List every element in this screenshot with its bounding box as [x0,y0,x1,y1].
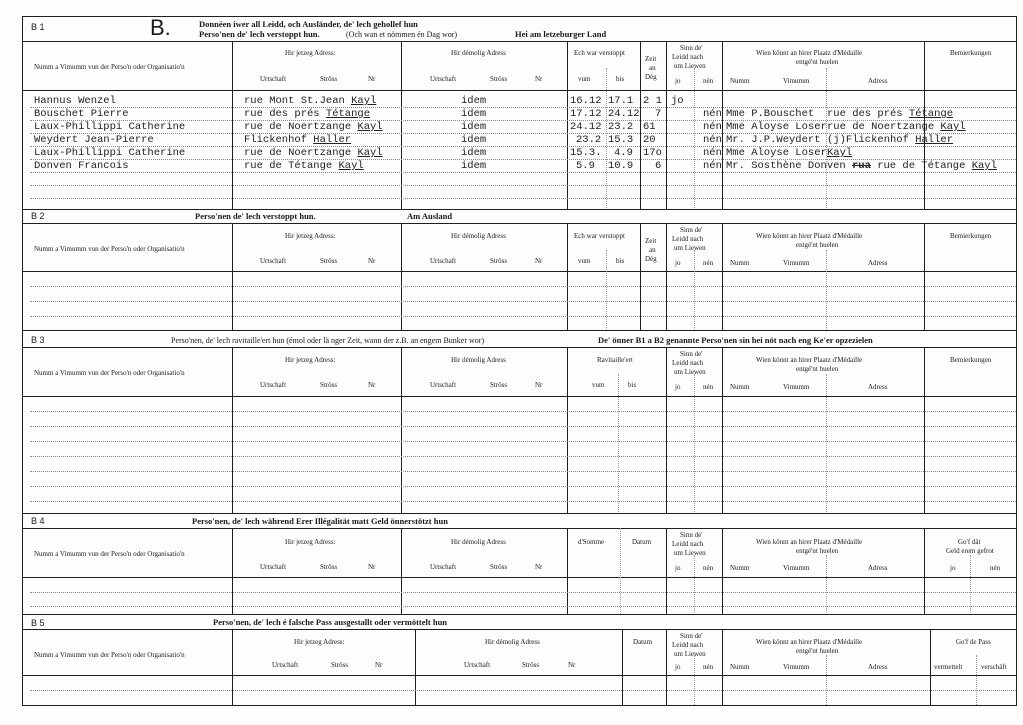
b4-row-line [30,592,1016,593]
b4-col-line [666,528,667,614]
b1-row-2-street: rue de Noertzange [244,121,352,133]
b2-h-fnr: Nr [535,257,543,265]
b4-h-medal1: Wien könnt an hirer Plaatz d'Médaille [756,538,863,546]
b1-row-1-days: 7 [655,108,662,120]
b1-h-medal2: entgé'nt huelen [796,58,839,66]
b1-row-2-former: idem [461,121,487,133]
frame-right [1016,16,1017,706]
b1-h-yes: jo [675,77,681,85]
b5-title: Perso'nen, de' lech é falsche Pass ausgestallt oder vermöttelt hun [213,617,448,627]
b4-col-divider [620,528,621,614]
b1-row-1-m_street: rue des prés [827,108,903,120]
b1-col-line [640,41,641,209]
b4-h-fstreet: Ströss [490,563,508,571]
b2-h-time: Zeit [645,237,657,245]
b3-h-mname: Numm [730,383,750,391]
b1-row-2-town: Kayl [357,121,383,133]
b1-row-5-m_town: Kayl [971,160,997,172]
b3-title-note: De' önner B1 a B2 genannte Perso'nen sin hei nöt nach eng Ke'er opzezielen [598,335,873,345]
b2-h-meaning3: um Liewen [674,244,706,252]
b1-h-name: Numm a Vimumm vun der Perso'n oder Organisatio'n [34,63,185,71]
b1-row-2-name: Laux-Phillippi Catherine [34,121,186,133]
b2-col-divider [694,250,695,330]
b1-row-3-former: idem [461,134,487,146]
b4-top-line [22,513,1017,514]
b2-body-line [22,271,1017,272]
b5-h-pass-given: verschäft [981,663,1007,671]
b1-title-line2: Perso'nen de' lech verstoppt hun. [199,29,320,39]
b1-title-line1: Donnéen iwer all Leidd, och Ausländer, de' lech gehollef hun [199,19,418,29]
b1-row-4-to: 4.9 [614,147,633,159]
b4-col-divider [694,555,695,613]
b3-h-current: Hir jetzeg Adress: [285,356,336,364]
b4-h-meaning2: Leidd nach [672,540,704,548]
b1-row-0-from: 16.12 [570,95,602,107]
b3-h-nr: Nr [368,381,376,389]
b3-h-maddress: Adress [868,383,888,391]
b1-row-3-from: 23.2 [576,134,602,146]
b1-row-1-m_town: Tétange [908,108,953,120]
b3-h-medal1: Wien könnt an hirer Plaatz d'Médaille [756,356,863,364]
b2-col-line [567,223,568,330]
b3-col-line [567,347,568,513]
b1-row-3-name: Weydert Jean-Pierre [34,134,154,146]
b2-title-place: Am Ausland [407,211,453,221]
b2-h-time3: Dég [645,255,657,263]
b1-row-5-town: Kayl [338,160,364,172]
b1-row-4-name: Laux-Phillippi Catherine [34,147,186,159]
b4-body-line [22,577,1017,578]
b5-col-line [622,629,623,705]
b3-h-no: nén [703,383,714,391]
b1-row-0-name: Hannus Wenzel [34,95,116,107]
b2-h-maddress: Adress [868,259,888,267]
b1-row-0-alive: jo [671,95,684,107]
b2-row-line [30,316,1016,317]
b2-header-line [22,223,1017,224]
b1-h-meaning3: um Liewen [674,62,706,70]
b5-col-divider [826,655,827,705]
b2-top-line [22,209,1017,210]
b1-row-4-street: rue de Noertzange [244,147,352,159]
b4-h-nr: Nr [368,563,376,571]
b4-h-fnr: Nr [535,563,543,571]
b2-h-medal1: Wien könnt an hirer Plaatz d'Médaille [756,232,863,240]
b1-row-1-m_name: Mme P.Bouschet [726,108,815,120]
b5-h-maddress: Adress [868,663,888,671]
frame-top [22,16,1017,17]
b4-h-sum: d'Somme [578,538,605,546]
b1-h-to: bis [616,75,625,83]
b4-col-line [924,528,925,614]
b5-h-mfirst: Vimumm [783,663,810,671]
b5-h-nr: Nr [375,661,383,669]
b2-h-meaning2: Leidd nach [672,235,704,243]
b2-h-time2: an [649,246,656,254]
b3-h-fstreet: Ströss [490,381,508,389]
b3-col-line [232,347,233,513]
b1-h-fstreet: Ströss [490,75,508,83]
b1-row-4-alive: nén [703,147,722,159]
b1-row-1-former: idem [461,108,487,120]
b1-row-line [30,185,1016,186]
b1-row-1-name: Bouschet Pierre [34,108,129,120]
b4-col-divider [970,555,971,613]
b3-h-street: Ströss [320,381,338,389]
b3-row-line [30,486,1016,487]
b1-row-5-name: Donven Francois [34,160,129,172]
b2-row-line [30,301,1016,302]
b4-h-current: Hir jetzeg Adress: [285,538,336,546]
b1-row-5-former: idem [461,160,487,172]
b1-row-4-m_name: Mme Aloyse Loser [726,147,827,159]
b4-header-line [22,528,1017,529]
b3-title: Perso'nen, de' lech ravitaille'ert hun (émol oder lä nger Zeit, wann der z.B. an engem Bunker wor) [171,336,485,345]
b1-h-hidden: Ech war verstoppt [574,49,625,57]
b1-row-5-to: 10.9 [608,160,634,172]
b5-col-line [666,629,667,705]
b5-code: B 5 [31,618,45,628]
b5-col-divider [976,655,977,705]
b2-h-hidden: Ech war verstoppt [574,232,625,240]
b5-top-line [22,614,1017,615]
b5-h-fstreet: Ströss [522,661,540,669]
b1-row-3-days: 20 [643,134,656,146]
b1-h-time: Zeit [645,55,657,63]
b1-row-0-to: 17.1 [608,95,634,107]
b3-col-line [924,347,925,513]
b3-h-meaning3: um Liewen [674,368,706,376]
b3-h-to: bis [628,381,637,389]
b5-h-name: Numm a Vimumm vun der Perso'n oder Organisatio'n [34,651,185,659]
b3-header-line [22,347,1017,348]
b3-col-line [401,347,402,513]
b5-h-no: nén [703,663,714,671]
b2-col-line [924,223,925,330]
b1-row-0-former: idem [461,95,487,107]
b2-col-line [232,223,233,330]
b5-col-line [232,629,233,705]
b1-row-1-to: 24.12 [608,108,640,120]
b1-row-3-m_street: (j)Flickenhof [827,134,909,146]
b1-h-meaning2: Leidd nach [672,53,704,61]
b4-h-meaning3: um Liewen [674,549,706,557]
b4-col-line [722,528,723,614]
b2-col-line [722,223,723,330]
b2-title: Perso'nen de' lech verstoppt hun. [195,211,316,221]
b2-h-street: Ströss [320,257,338,265]
b5-col-line [722,629,723,705]
sheet-letter: B. [150,15,171,40]
frame-bottom [22,705,1017,706]
b3-row-line [30,426,1016,427]
b1-row-4-former: idem [461,147,487,159]
b1-row-3-street: Flickenhof [244,134,308,146]
b1-h-no: nén [703,77,714,85]
b5-col-divider [694,655,695,705]
b2-h-fstreet: Ströss [490,257,508,265]
b2-code: B 2 [31,211,45,221]
b1-row-2-m_street: rue de Noertzange [827,121,935,133]
b4-h-former: Hir démolig Adress [451,538,506,546]
b2-h-to: bis [616,257,625,265]
b1-row-line [30,198,1016,199]
b5-h-former: Hir démolig Adress [485,638,540,646]
b4-col-divider [826,555,827,613]
b4-h-maddress: Adress [868,564,888,572]
b1-row-2-days: 61 [643,121,656,133]
b1-col-line [567,41,568,209]
b2-h-yes: jo [675,259,681,267]
b3-h-fnr: Nr [535,381,543,389]
b1-row-0-street: rue Mont St.Jean [244,95,345,107]
b2-row-line [30,286,1016,287]
b1-row-line [30,172,1016,173]
b4-h-mfirst: Vimumm [783,564,810,572]
b5-h-fnr: Nr [568,661,576,669]
b1-h-ftown: Urtschaft [430,75,457,83]
b1-row-5-street: rue de Tétange [244,160,333,172]
b1-h-mfirst: Vimumm [783,77,810,85]
b1-row-2-from: 24.12 [570,121,602,133]
frame-left [22,16,23,706]
b4-h-name: Numm a Vimumm vun der Perso'n oder Organisatio'n [34,550,185,558]
b3-top-line [22,330,1017,331]
b1-col-line [666,41,667,209]
b1-h-meaning1: Sinn de' [680,44,703,52]
b1-row-1-alive: nén [703,108,722,120]
b1-h-town: Urtschaft [260,75,287,83]
b1-h-time2: an [649,64,656,72]
b4-h-meaning1: Sinn de' [680,531,703,539]
b2-h-town: Urtschaft [260,257,287,265]
b1-row-1-from: 17.12 [570,108,602,120]
b1-row-2-m_town: Kayl [940,121,966,133]
b3-h-ftown: Urtschaft [430,381,457,389]
b1-col-divider [694,68,695,208]
b3-h-meaning2: Leidd nach [672,359,704,367]
b1-h-former: Hir démolig Adress [451,49,506,57]
b3-code: B 3 [31,335,45,345]
b1-row-3-alive: nén [703,134,722,146]
b4-h-money1: Go'f dät [958,538,981,546]
b5-h-medal2: entgé'nt huelen [796,647,839,655]
b1-h-fnr: Nr [535,75,543,83]
b3-h-yes: jo [675,383,681,391]
b4-title: Perso'nen, de' lech während Erer Illégalität matt Geld önnerstötzt hun [192,516,448,526]
b1-row-5-m_street: rue de Tétange [877,160,966,172]
b4-col-line [232,528,233,614]
b1-col-line [401,41,402,209]
b3-h-town: Urtschaft [260,381,287,389]
b3-h-mfirst: Vimumm [783,383,810,391]
b1-row-3-to: 15.3 [608,134,634,146]
b1-row-4-town: Kayl [357,147,383,159]
b3-h-medal2: entgé'nt huelen [796,365,839,373]
b1-row-5-m_name: Mr. Sosthène Donven [726,160,846,172]
b5-h-pass-issued: vermettelt [934,663,963,671]
b1-row-2-to: 23.2 [608,121,634,133]
b3-h-remarks: Bemierkungen [950,356,992,364]
b1-h-remarks: Bemierkungen [950,49,992,57]
b5-row-line [30,690,1016,691]
b4-h-date: Datum [632,538,652,546]
b3-row-line [30,441,1016,442]
b4-col-line [401,528,402,614]
b1-row-5-alive: nén [703,160,722,172]
b5-h-mname: Numm [730,663,750,671]
b1-code: B 1 [31,22,45,32]
b3-h-meaning1: Sinn de' [680,350,703,358]
b2-h-medal2: entgé'nt huelen [796,241,839,249]
b5-h-yes: jo [675,663,681,671]
b1-row-3-m_town: Haller [915,134,953,146]
b2-col-divider [826,250,827,330]
b1-row-0-days: 2 1 [643,95,662,107]
b4-h-money2: Geld erem gefrot [946,547,994,555]
b4-h-yes2: jo [950,564,956,572]
b3-col-divider [618,374,619,512]
b1-h-maddress: Adress [868,77,888,85]
b5-h-town: Urtschaft [272,661,299,669]
b2-h-remarks: Bemierkungen [950,232,992,240]
b2-col-line [640,223,641,330]
b4-h-medal2: entgé'nt huelen [796,547,839,555]
b2-col-line [401,223,402,330]
b5-h-meaning3: um Liewen [674,650,706,658]
b1-h-medal1: Wien könnt an hirer Plaatz d'Médaille [756,49,863,57]
b1-header-line [22,41,1017,42]
b4-h-no: nén [703,564,714,572]
b1-body-line [22,90,1017,91]
b3-col-divider [826,374,827,512]
b1-row-5-m_strike: rua [852,160,871,172]
b1-row-5-days: 6 [655,160,662,172]
b1-col-divider [606,68,607,208]
b3-h-from: vum [592,381,605,389]
b4-h-town: Urtschaft [260,563,287,571]
b3-h-former: Hir démolig Adress [451,356,506,364]
b5-h-meaning2: Leidd nach [672,641,704,649]
b4-h-no2: nén [990,564,1001,572]
b1-row-2-m_name: Mme Aloyse Loser [726,121,827,133]
b4-h-street: Ströss [320,563,338,571]
b2-h-mname: Numm [730,259,750,267]
b1-row-2-alive: nén [703,121,722,133]
b3-row-line [30,471,1016,472]
b1-row-4-m_street: Kayl [827,147,853,159]
b5-body-line [22,675,1017,676]
b3-col-line [666,347,667,513]
b1-row-4-from: 15.3. [570,147,602,159]
b3-h-name: Numm a Vimumm vun der Perso'n oder Organisatio'n [34,369,185,377]
b2-h-mfirst: Vimumm [783,259,810,267]
b4-h-mname: Numm [730,564,750,572]
b1-h-current: Hir jetzeg Adress: [285,49,336,57]
b1-col-line [722,41,723,209]
b5-h-pass: Go'f de Pass [956,638,991,646]
b1-h-from: vum [578,75,591,83]
b3-col-divider [694,374,695,512]
b5-header-line [22,629,1017,630]
b2-h-ftown: Urtschaft [430,257,457,265]
b4-col-line [567,528,568,614]
b1-row-1-town: Tétange [325,108,370,120]
b2-h-no: nén [703,259,714,267]
b1-col-line [232,41,233,209]
b3-col-line [722,347,723,513]
b3-row-line [30,456,1016,457]
b3-row-line [30,501,1016,502]
b1-row-4-days: 17o [643,147,662,159]
b2-h-former: Hir démolig Adress [451,232,506,240]
b5-h-current: Hir jetzeg Adress: [294,638,345,646]
b1-row-1-street: rue des prés [244,108,320,120]
b4-code: B 4 [31,516,45,526]
b3-h-ravitaille: Ravitaille'ert [597,356,633,364]
b5-h-date: Datum [633,638,653,646]
b5-col-line [930,629,931,705]
b5-h-street: Ströss [331,661,349,669]
b1-h-street: Ströss [320,75,338,83]
b4-row-line [30,606,1016,607]
b3-body-line [22,396,1017,397]
b5-h-meaning1: Sinn de' [680,632,703,640]
b2-col-line [666,223,667,330]
b5-h-medal1: Wien könnt an hirer Plaatz d'Médaille [756,638,863,646]
b1-row-3-m_name: Mr. J.P.Weydert [726,134,821,146]
b2-h-name: Numm a Vimumm vun der Perso'n oder Organisatio'n [34,245,185,253]
b3-row-line [30,411,1016,412]
b1-row-5-from: 5.9 [576,160,595,172]
b4-h-ftown: Urtschaft [430,563,457,571]
b2-h-current: Hir jetzeg Adress: [285,232,336,240]
b4-h-yes: jo [675,564,681,572]
b2-h-from: vum [578,257,591,265]
b1-h-mname: Numm [730,77,750,85]
b1-h-time3: Dég [645,73,657,81]
b2-col-divider [606,250,607,330]
b2-h-nr: Nr [368,257,376,265]
b1-row-0-town: Kayl [351,95,377,107]
b1-row-3-town: Haller [313,134,352,146]
b1-title-note: (Och wan et nömmen én Dag wor) [346,30,458,39]
b5-h-ftown: Urtschaft [464,661,491,669]
b1-h-nr: Nr [368,75,376,83]
b5-col-line [415,629,416,705]
b1-title-place: Hei am letzeburger Land [515,29,607,39]
b2-h-meaning1: Sinn de' [680,226,703,234]
